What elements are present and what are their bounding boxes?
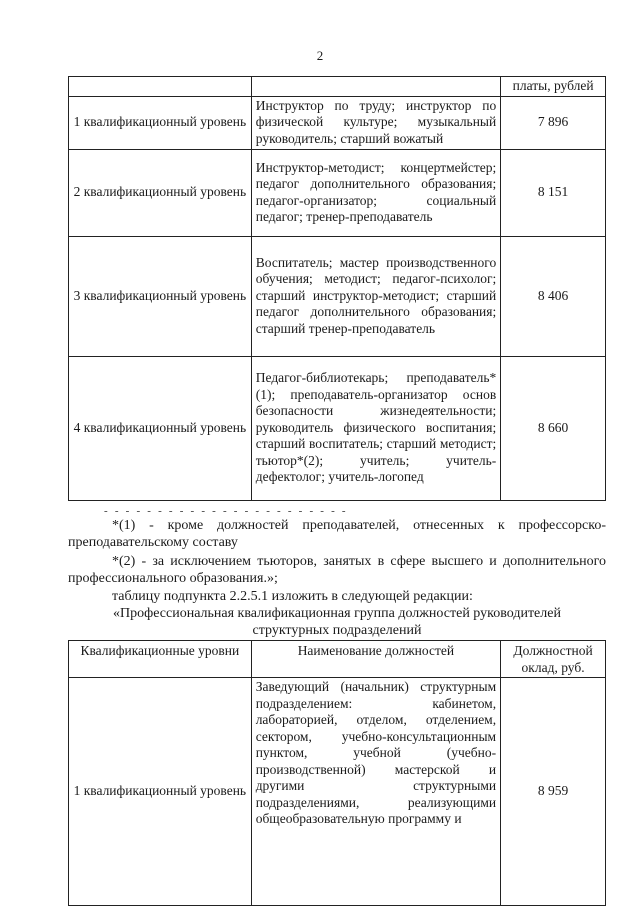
salary-value: 8 151	[501, 149, 606, 236]
salary-value: 7 896	[501, 96, 606, 149]
table-row	[69, 149, 606, 236]
qualification-level: 1 квалификационный уровень	[69, 678, 252, 906]
table-cell-empty	[251, 77, 500, 97]
position-names: Инструктор по труду; инструктор по физической культуре; музыкальный руководитель; старший вожатый	[251, 96, 500, 149]
qualification-level: 2 квалификационный уровень	[69, 149, 252, 236]
salary-value: 8 660	[501, 356, 606, 500]
qualification-level: 4 квалификационный уровень	[69, 356, 252, 500]
qualification-table-1	[68, 76, 606, 501]
position-names: Воспитатель; мастер производственного обучения; методист; педагог-психолог; старший инструктор-методист; старший педагог дополнительного образования; старший тренер-преподаватель	[251, 236, 500, 356]
qualification-level: 1 квалификационный уровень	[69, 96, 252, 149]
table-row	[69, 96, 606, 149]
table-header-row	[69, 641, 606, 678]
column-header-positions: Наименование должностей	[251, 641, 500, 678]
footnote-1: *(1) - кроме должностей преподавателей, отнесенных к профессорско-преподавательскому составу	[68, 518, 606, 550]
column-header-salary: Должностной оклад, руб.	[501, 641, 606, 678]
column-header-levels: Квалификационные уровни	[69, 641, 252, 678]
position-names: Заведующий (начальник) структурным подразделением: кабинетом, лабораторией, отделом, отделением, сектором, учебно-консультационным пунктом, учебной (учебно- производственной) мастерской и другими структурными подразделениями, реализующими общеобразовательную программу и	[251, 678, 500, 906]
table-cell-empty	[69, 77, 252, 97]
table-row	[69, 77, 606, 97]
table-row	[69, 356, 606, 500]
footnote-2: *(2) - за исключением тьюторов, занятых в сфере высшего и дополнительного профессионального образования.»;	[68, 554, 606, 586]
qualification-table-2	[68, 640, 606, 906]
qualification-level: 3 квалификационный уровень	[69, 236, 252, 356]
instruction-text: таблицу подпункта 2.2.5.1 изложить в следующей редакции:	[112, 589, 473, 604]
position-names: Педагог-библиотекарь; преподаватель*(1); преподаватель-организатор основ безопасности жизнедеятельности; руководитель физического воспитания; старший воспитатель; старший методист; тьютор*(2); учитель; учитель-дефектолог; учитель-логопед	[251, 356, 500, 500]
salary-value: 8 406	[501, 236, 606, 356]
position-names: Инструктор-методист; концертмейстер; педагог дополнительного образования; педагог-организатор; социальный педагог; тренер-преподаватель	[251, 149, 500, 236]
salary-header-fragment: платы, рублей	[501, 77, 606, 97]
table-row	[69, 236, 606, 356]
page-number: 2	[316, 48, 324, 63]
table2-title: «Профессиональная квалификационная группа должностей руководителей структурных подразделений	[113, 606, 561, 638]
footnote-separator: - - - - - - - - - - - - - - - - - - - - - - -	[104, 505, 348, 517]
salary-value: 8 959	[501, 678, 606, 906]
table-row	[69, 678, 606, 906]
